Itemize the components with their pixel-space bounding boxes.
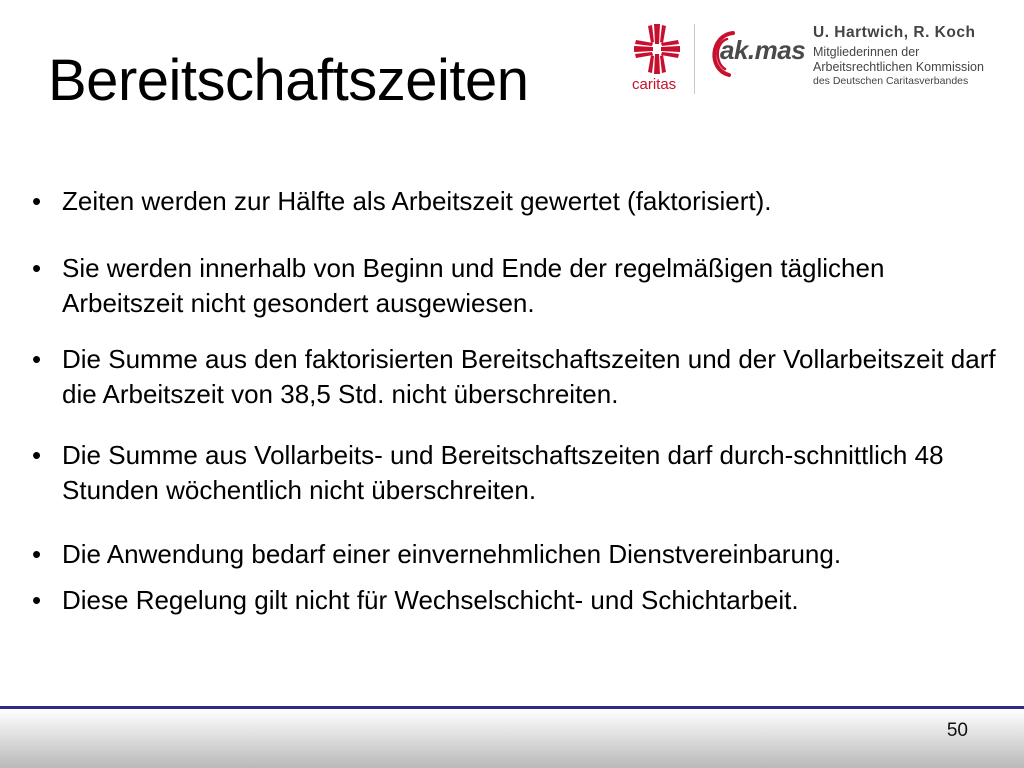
logo-divider bbox=[694, 24, 695, 94]
header-logos bbox=[622, 18, 1016, 102]
slide-title: Bereitschaftszeiten bbox=[48, 48, 529, 113]
authors-label: U. Hartwich, R. Koch bbox=[813, 24, 976, 41]
bullet-dot-icon: • bbox=[32, 186, 42, 216]
commission-line-2: Arbeitsrechtlichen Kommission bbox=[813, 60, 984, 74]
bullet-text: Sie werden innerhalb von Beginn und Ende der regelmäßigen täglichen Arbeitszeit nicht gesondert ausgewiesen. bbox=[62, 253, 885, 318]
bullet-dot-icon: • bbox=[32, 344, 42, 374]
bullet-item bbox=[30, 184, 1010, 219]
footer-band bbox=[0, 709, 1024, 768]
bullet-item bbox=[30, 438, 1010, 508]
bullet-text: Die Anwendung bedarf einer einvernehmlichen Dienstvereinbarung. bbox=[62, 539, 842, 569]
bullet-item bbox=[30, 583, 1010, 618]
bullet-text: Die Summe aus den faktorisierten Bereitschaftszeiten und der Vollarbeitszeit darf die Arbeitszeit von 38,5 Std. nicht überschreiten. bbox=[62, 344, 996, 409]
bullet-text: Zeiten werden zur Hälfte als Arbeitszeit gewertet (faktorisiert). bbox=[62, 186, 772, 216]
akmas-logo-text: ak.mas bbox=[720, 35, 806, 65]
commission-line-3: des Deutschen Caritasverbandes bbox=[813, 75, 969, 87]
bullet-dot-icon: • bbox=[32, 253, 42, 283]
caritas-flame-cross-icon bbox=[632, 22, 682, 76]
caritas-logo-text: caritas bbox=[632, 76, 677, 93]
page-number: 50 bbox=[946, 720, 968, 741]
bullet-item bbox=[30, 251, 1010, 321]
bullet-item bbox=[30, 342, 1010, 412]
commission-line-1: Mitgliederinnen der bbox=[813, 45, 920, 59]
bullet-text: Die Summe aus Vollarbeits- und Bereitschaftszeiten darf durch-schnittlich 48 Stunden wöchentlich nicht überschreiten. bbox=[62, 440, 944, 505]
bullet-dot-icon: • bbox=[32, 539, 42, 569]
bullet-dot-icon: • bbox=[32, 440, 42, 470]
bullet-item bbox=[30, 537, 1010, 572]
bullet-text: Diese Regelung gilt nicht für Wechselschicht- und Schichtarbeit. bbox=[62, 585, 799, 615]
bullet-dot-icon: • bbox=[32, 585, 42, 615]
